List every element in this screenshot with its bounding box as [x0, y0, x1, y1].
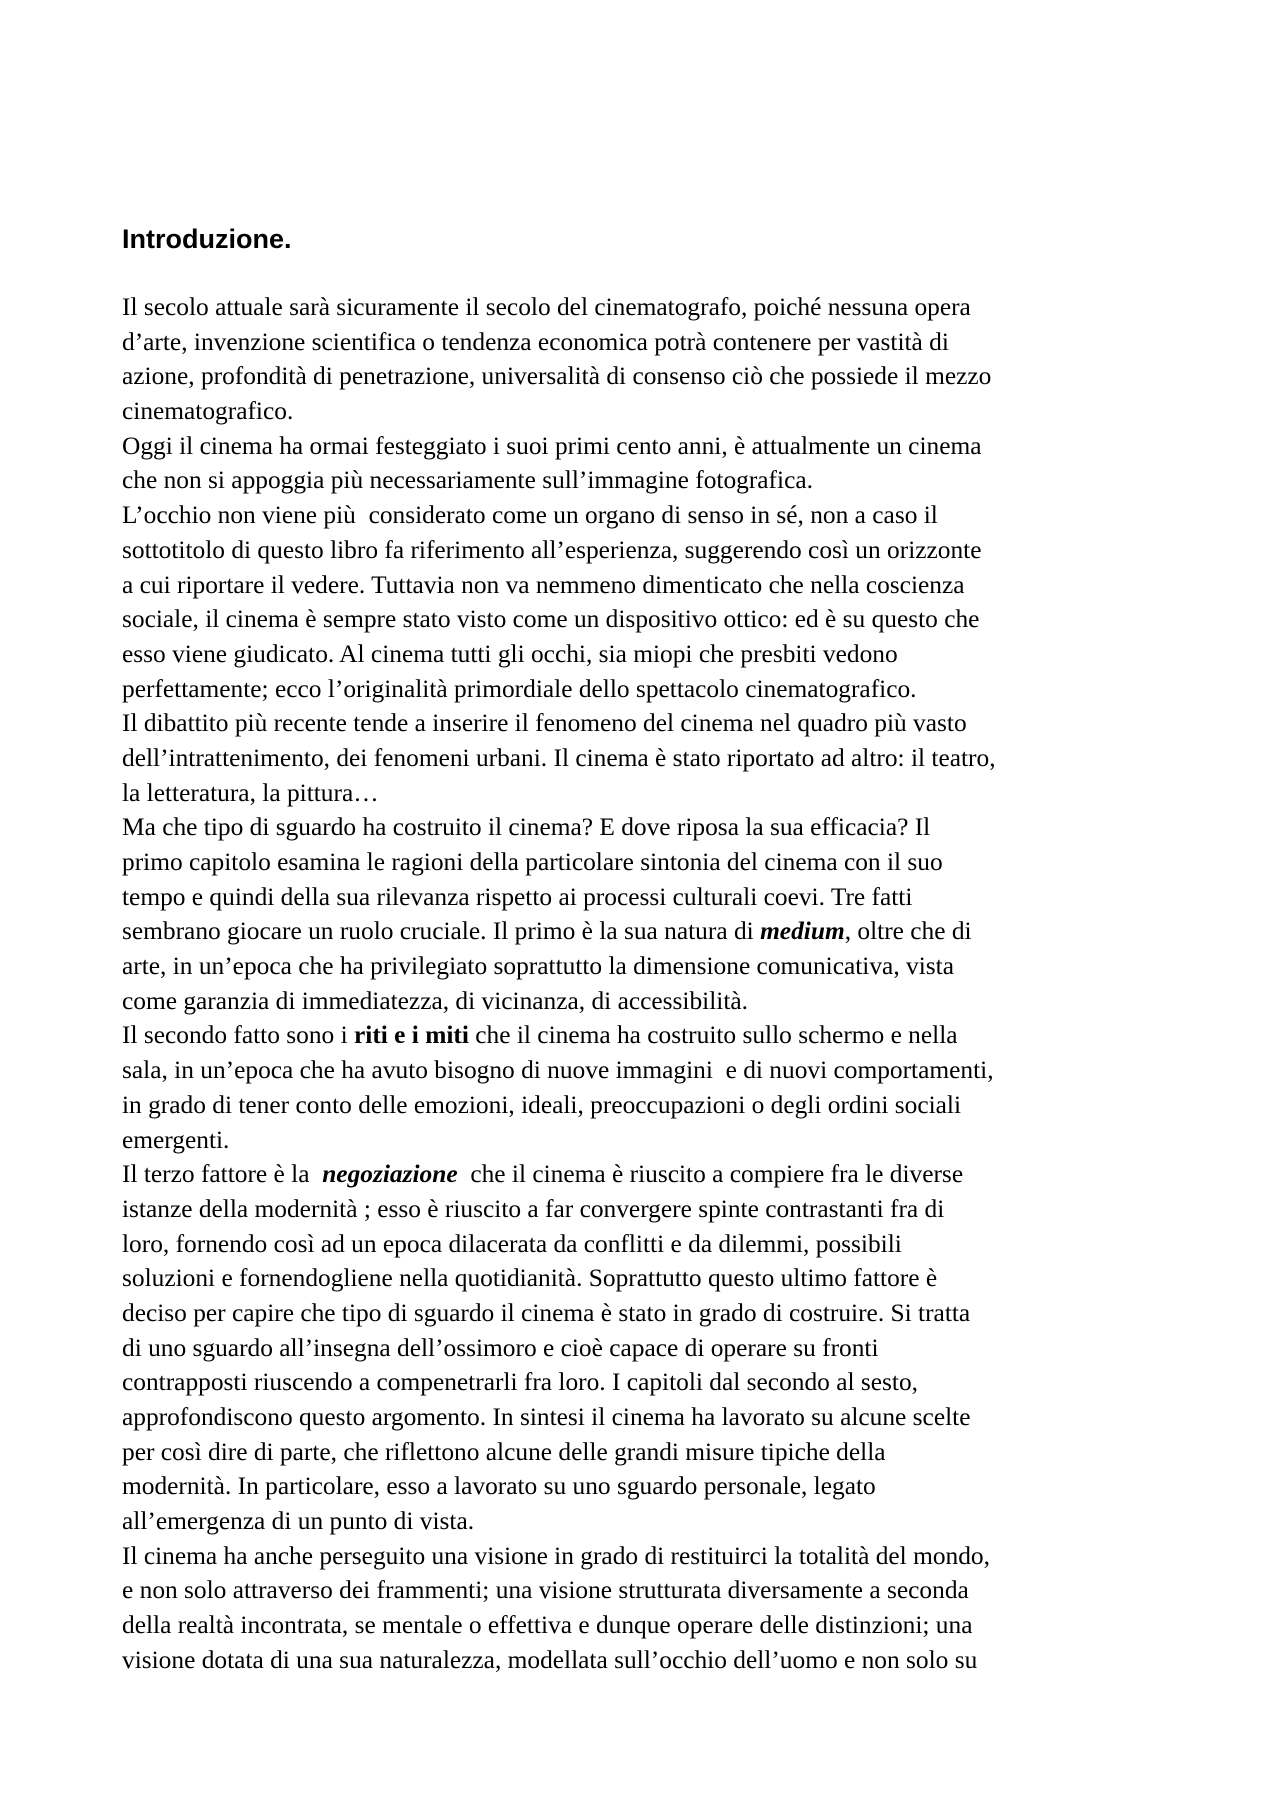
text-line	[122, 637, 1182, 672]
text-line	[122, 949, 1182, 984]
text-run: esso viene giudicato. Al cinema tutti gli occhi, sia miopi che presbiti vedono	[122, 639, 898, 668]
text-line	[122, 914, 1182, 949]
text-line	[122, 1539, 1182, 1574]
text-line	[122, 359, 1182, 394]
text-run: contrapposti riuscendo a compenetrarli fra loro. I capitoli dal secondo al sesto,	[122, 1368, 919, 1397]
text-run: a cui riportare il vedere. Tuttavia non va nemmeno dimenticato che nella coscienza	[122, 570, 965, 599]
text-line	[122, 672, 1182, 707]
text-run: e non solo attraverso dei frammenti; una visione strutturata diversamente a seconda	[122, 1576, 969, 1605]
text-run: visione dotata di una sua naturalezza, modellata sull’occhio dell’uomo e non solo su	[122, 1645, 978, 1674]
text-line	[122, 1365, 1182, 1400]
text-run: d’arte, invenzione scientifica o tendenza economica potrà contenere per vastità di	[122, 327, 949, 356]
text-run: primo capitolo esamina le ragioni della particolare sintonia del cinema con il suo	[122, 848, 943, 876]
text-run: Oggi il cinema ha ormai festeggiato i suoi primi cento anni, è attualmente un cinema	[122, 431, 982, 460]
text-line	[122, 429, 1182, 464]
text-line	[122, 1157, 1182, 1192]
text-line	[122, 1435, 1182, 1470]
text-run: che il cinema ha costruito sullo schermo e nella	[468, 1021, 958, 1050]
text-line	[122, 1573, 1182, 1608]
emphasized-text: riti e i miti	[354, 1021, 469, 1050]
text-line	[122, 533, 1182, 568]
text-run: la letteratura, la pittura…	[122, 778, 379, 807]
text-line	[122, 984, 1182, 1019]
text-run: che il cinema è riuscito a compiere fra le diverse	[457, 1160, 964, 1189]
text-run: azione, profondità di penetrazione, universalità di consenso ciò che possiede il mezzo	[122, 362, 992, 391]
text-run: , oltre che di	[844, 917, 972, 946]
text-line	[122, 810, 1182, 845]
text-run: Il secondo fatto sono i	[122, 1021, 354, 1050]
text-run: modernità. In particolare, esso a lavorato su uno sguardo personale, legato	[122, 1472, 876, 1501]
text-run: sociale, il cinema è sempre stato visto come un dispositivo ottico: ed è su questo che	[122, 605, 980, 634]
text-run: Ma che tipo di sguardo ha costruito il cinema? E dove riposa la sua efficacia? Il	[122, 813, 931, 842]
text-line	[122, 1227, 1182, 1262]
text-line	[122, 845, 1182, 880]
text-line	[122, 741, 1182, 776]
text-run: Il cinema ha anche perseguito una visione in grado di restituirci la totalità del mondo,	[122, 1541, 990, 1570]
text-run: perfettamente; ecco l’originalità primordiale dello spettacolo cinematografico.	[122, 674, 917, 703]
text-run: approfondiscono questo argomento. In sintesi il cinema ha lavorato su alcune scelte	[122, 1403, 971, 1431]
text-run: sembrano giocare un ruolo cruciale. Il primo è la sua natura di	[122, 917, 761, 946]
body-text	[122, 290, 1182, 1678]
text-run: di uno sguardo all’insegna dell’ossimoro e cioè capace di operare su fronti	[122, 1333, 879, 1362]
text-run: L’occhio non viene più considerato come un organo di senso in sé, non a caso il	[122, 501, 938, 530]
text-line	[122, 1088, 1182, 1123]
text-run: dell’intrattenimento, dei fenomeni urbani. Il cinema è stato riportato ad altro: il teatro,	[122, 743, 996, 772]
text-run: arte, in un’epoca che ha privilegiato soprattutto la dimensione comunicativa, vista	[122, 952, 954, 981]
text-line	[122, 1331, 1182, 1366]
text-line	[122, 1123, 1182, 1158]
text-line	[122, 394, 1182, 429]
text-line	[122, 1608, 1182, 1643]
text-run: sottotitolo di questo libro fa riferimento all’esperienza, suggerendo così un orizzonte	[122, 535, 982, 564]
text-run: Il secolo attuale sarà sicuramente il secolo del cinematografo, poiché nessuna opera	[122, 293, 971, 321]
text-line	[122, 290, 1182, 325]
text-run: come garanzia di immediatezza, di vicinanza, di accessibilità.	[122, 986, 749, 1015]
text-line	[122, 1192, 1182, 1227]
text-line	[122, 880, 1182, 915]
text-line	[122, 463, 1182, 498]
text-run: loro, fornendo così ad un epoca dilacerata da conflitti e da dilemmi, possibili	[122, 1229, 902, 1258]
text-line	[122, 1400, 1182, 1435]
text-line	[122, 568, 1182, 603]
text-run: che non si appoggia più necessariamente sull’immagine fotografica.	[122, 466, 813, 495]
text-line	[122, 1469, 1182, 1504]
page-title: Introduzione.	[122, 224, 292, 254]
text-run: soluzioni e fornendogliene nella quotidianità. Soprattutto questo ultimo fattore è	[122, 1264, 938, 1293]
text-line	[122, 776, 1182, 811]
emphasized-text: medium	[760, 917, 845, 946]
text-run: istanze della modernità ; esso è riuscito a far convergere spinte contrastanti fra di	[122, 1194, 945, 1223]
text-run: in grado di tener conto delle emozioni, ideali, preoccupazioni o degli ordini sociali	[122, 1090, 962, 1119]
text-run: cinematografico.	[122, 397, 294, 426]
text-run: tempo e quindi della sua rilevanza rispetto ai processi culturali coevi. Tre fatti	[122, 882, 913, 911]
text-line	[122, 706, 1182, 741]
text-run: sala, in un’epoca che ha avuto bisogno di nuove immagini e di nuovi comportamenti,	[122, 1056, 994, 1085]
text-line	[122, 1296, 1182, 1331]
text-run: Il dibattito più recente tende a inserire il fenomeno del cinema nel quadro più vasto	[122, 709, 967, 738]
text-line	[122, 498, 1182, 533]
text-line	[122, 1018, 1182, 1053]
text-line	[122, 1504, 1182, 1539]
text-run: emergenti.	[122, 1125, 230, 1154]
text-line	[122, 1053, 1182, 1088]
text-line	[122, 602, 1182, 637]
emphasized-text: negoziazione	[322, 1160, 458, 1189]
text-line	[122, 1643, 1182, 1678]
text-line	[122, 325, 1182, 360]
text-run: della realtà incontrata, se mentale o effettiva e dunque operare delle distinzioni; una	[122, 1611, 973, 1640]
text-run: all’emergenza di un punto di vista.	[122, 1507, 475, 1536]
text-run: per così dire di parte, che riflettono alcune delle grandi misure tipiche della	[122, 1437, 886, 1466]
text-run: deciso per capire che tipo di sguardo il cinema è stato in grado di costruire. Si tratta	[122, 1298, 971, 1327]
text-line	[122, 1261, 1182, 1296]
text-run: Il terzo fattore è la	[122, 1160, 323, 1189]
